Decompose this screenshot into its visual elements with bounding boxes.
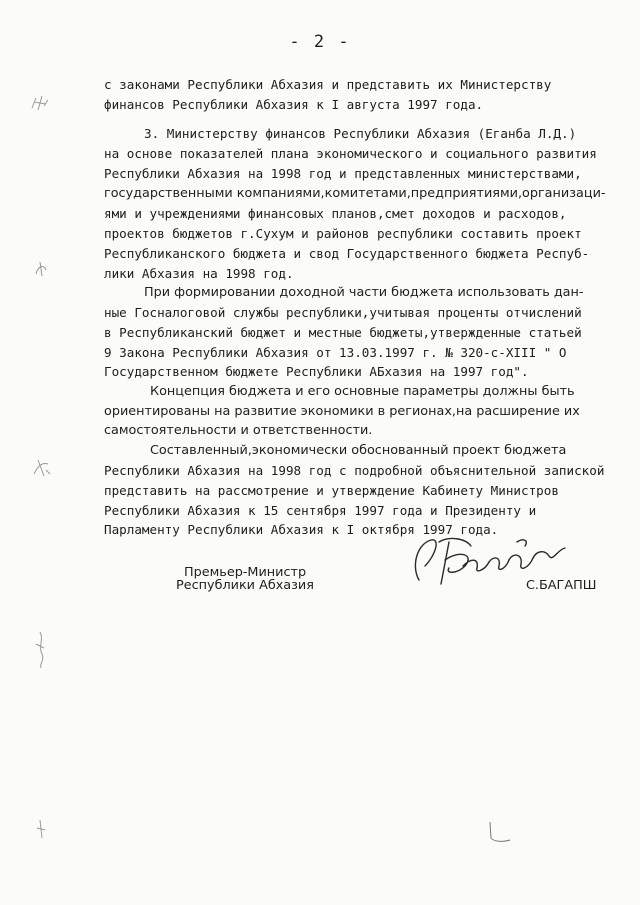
margin-scribble: [28, 92, 52, 114]
margin-scribble: [32, 630, 50, 670]
body-line: ные Госналоговой службы республики,учитывая проценты отчислений: [104, 305, 582, 320]
body-line: Республики Абхазия на 1998 год с подробной объяснительной запиской: [104, 463, 605, 478]
margin-scribble: [30, 258, 52, 280]
body-line: представить на рассмотрение и утверждение Кабинету Министров: [104, 483, 559, 498]
body-line: в Республиканский бюджет и местные бюджеты,утвержденные статьей: [104, 325, 582, 340]
body-line: Парламенту Республики Абхазия к I октября 1997 года.: [104, 522, 499, 537]
body-line: Республиканского бюджета и свод Государственного бюджета Респуб-: [104, 246, 590, 261]
body-line: государственными компаниями,комитетами,предприятиями,организаци-: [104, 186, 606, 201]
body-line: При формировании доходной части бюджета использовать дан-: [144, 285, 584, 300]
page-number: - 2 -: [289, 32, 351, 52]
signatory-title-line1: Премьер-Министр: [184, 565, 307, 580]
body-line: Республики Абхазия на 1998 год и представленных министерствами,: [104, 166, 582, 181]
body-line: лики Абхазия на 1998 год.: [104, 266, 294, 281]
body-line: с законами Республики Абхазия и представить их Министерству: [104, 77, 552, 92]
body-line: Республики Абхазия к 15 сентября 1997 года и Президенту и: [104, 503, 537, 518]
body-line: ями и учреждениями финансовых планов,смет доходов и расходов,: [104, 206, 567, 221]
body-line: на основе показателей плана экономического и социального развития: [104, 146, 597, 161]
body-line: 9 Закона Республики Абхазия от 13.03.1997 г. № 320-с-XIII " О: [104, 345, 567, 360]
signatory-title-line2: Республики Абхазия: [176, 578, 314, 593]
body-line: ориентированы на развитие экономики в регионах,на расширение их: [104, 404, 580, 419]
body-line: Составленный,экономически обоснованный проект бюджета: [150, 443, 567, 458]
body-line: Концепция бюджета и его основные параметры должны быть: [150, 384, 575, 399]
body-line: финансов Республики Абхазия к I августа 1997 года.: [104, 97, 484, 112]
body-line: проектов бюджетов г.Сухум и районов республики составить проект: [104, 226, 582, 241]
signatory-name: С.БАГАПШ: [526, 578, 597, 593]
margin-scribble: [34, 818, 48, 840]
body-line: Государственном бюджете Республики АБхазия на 1997 год".: [104, 364, 529, 379]
body-line: 3. Министерству финансов Республики Абхазия (Еганба Л.Д.): [144, 126, 577, 141]
pencil-mark: [484, 820, 514, 846]
body-line: самостоятельности и ответственности.: [104, 423, 373, 438]
margin-scribble: [30, 456, 54, 480]
